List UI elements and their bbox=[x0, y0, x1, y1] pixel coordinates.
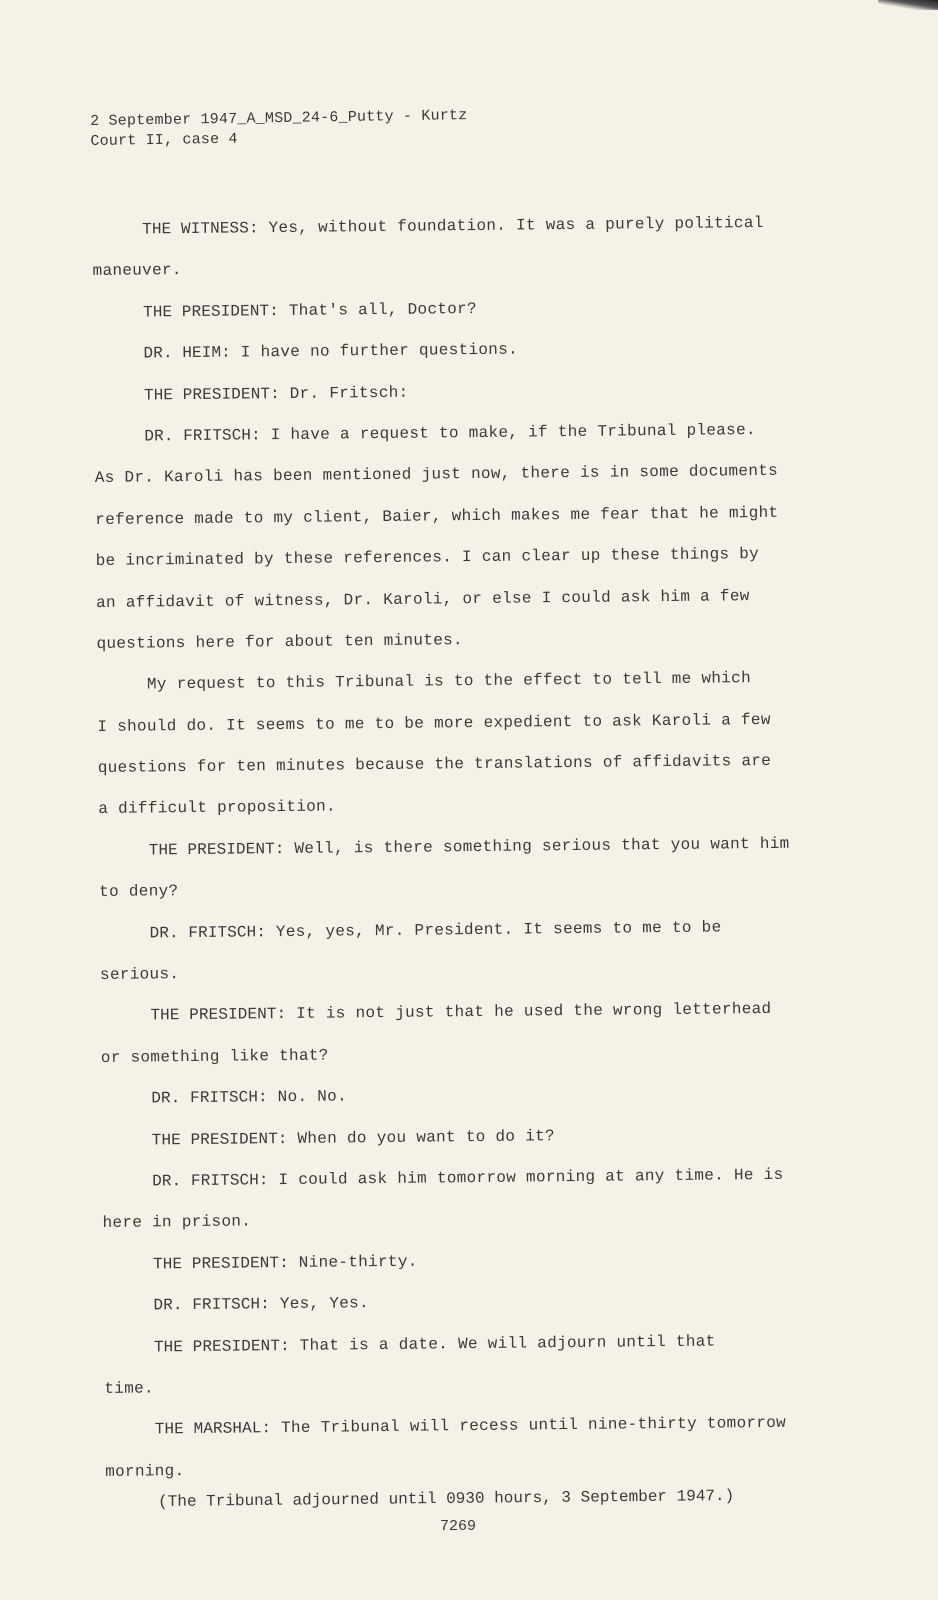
line-text: be incriminated by these references. I can clear up these things by bbox=[95, 545, 760, 571]
transcript-body bbox=[92, 202, 845, 1493]
speaker-label: DR. FRITSCH: bbox=[151, 1088, 268, 1108]
line-text: time. bbox=[104, 1379, 154, 1398]
line-text: I have no further questions. bbox=[230, 340, 519, 362]
speaker-label: DR. FRITSCH: bbox=[149, 922, 267, 943]
line-text: Yes, without foundation. It was a purely political bbox=[258, 213, 764, 238]
transcript-line bbox=[99, 823, 839, 872]
line-text: My request to this Tribunal is to the effect to tell me which bbox=[146, 669, 752, 694]
transcript-line bbox=[96, 575, 836, 624]
corner-mark bbox=[878, 0, 938, 10]
line-text: morning. bbox=[105, 1461, 185, 1481]
transcript-line bbox=[105, 1403, 845, 1452]
transcript-line bbox=[95, 533, 835, 582]
speaker-label: THE PRESIDENT: bbox=[143, 384, 280, 405]
speaker-label: THE PRESIDENT: bbox=[142, 301, 279, 322]
line-text: That's all, Doctor? bbox=[278, 299, 478, 320]
transcript-line bbox=[102, 1154, 842, 1203]
line-text: a difficult proposition. bbox=[98, 797, 336, 819]
document-header bbox=[90, 106, 468, 152]
line-text: As Dr. Karoli has been mentioned just now, there is in some documents bbox=[94, 462, 779, 488]
header-line-1: 2 September 1947_A_MSD_24-6_Putty - Kurtz bbox=[90, 107, 468, 130]
speaker-label: DR. FRITSCH: bbox=[144, 426, 261, 446]
line-text: here in prison. bbox=[102, 1212, 252, 1233]
line-text: Well, is there something serious that you want him bbox=[284, 834, 790, 858]
transcript-line bbox=[97, 658, 837, 707]
line-text: serious. bbox=[99, 965, 180, 984]
speaker-label: THE MARSHAL: bbox=[154, 1419, 272, 1439]
line-text: It is not just that he used the wrong letterhead bbox=[286, 1000, 772, 1024]
transcript-line bbox=[100, 989, 840, 1038]
speaker-label: DR. FRITSCH: bbox=[153, 1295, 270, 1315]
adjournment-note: (The Tribunal adjourned until 0930 hours, 3 September 1947.) bbox=[158, 1486, 735, 1511]
line-text: Yes, Yes. bbox=[269, 1294, 369, 1314]
line-text: questions here for about ten minutes. bbox=[96, 631, 463, 653]
page-number: 7269 bbox=[440, 1518, 477, 1535]
line-text: or something like that? bbox=[100, 1046, 329, 1067]
transcript-line bbox=[95, 451, 835, 500]
line-text: When do you want to do it? bbox=[287, 1126, 555, 1148]
speaker-label: THE PRESIDENT: bbox=[150, 1005, 287, 1025]
line-text: I have a request to make, if the Tribunal please. bbox=[260, 421, 756, 445]
line-text: I could ask him tomorrow morning at any time. He is bbox=[268, 1165, 784, 1190]
line-text: an affidavit of witness, Dr. Karoli, or else I could ask him a few bbox=[96, 586, 750, 612]
line-text: That is a date. We will adjourn until that bbox=[289, 1332, 716, 1355]
line-text: Yes, yes, Mr. President. It seems to me to be bbox=[265, 918, 722, 941]
speaker-label: THE PRESIDENT: bbox=[153, 1336, 290, 1356]
line-text: reference made to my client, Baier, which makes me fear that he might bbox=[95, 503, 779, 529]
speaker-label: THE PRESIDENT: bbox=[152, 1253, 289, 1274]
header-line-2: Court II, case 4 bbox=[90, 130, 238, 150]
speaker-label: THE PRESIDENT: bbox=[148, 839, 285, 860]
line-text: No. No. bbox=[267, 1087, 348, 1107]
speaker-label: DR. FRITSCH: bbox=[152, 1171, 269, 1191]
line-text: maneuver. bbox=[92, 261, 182, 281]
speaker-label: THE PRESIDENT: bbox=[151, 1129, 288, 1150]
speaker-label: THE WITNESS: bbox=[142, 219, 259, 239]
transcript-line bbox=[105, 1444, 845, 1493]
transcript-line bbox=[92, 202, 832, 251]
line-text: The Tribunal will recess until nine-thirty tomorrow bbox=[271, 1414, 787, 1438]
speaker-label: DR. HEIM: bbox=[143, 343, 231, 363]
line-text: Dr. Fritsch: bbox=[279, 383, 409, 403]
line-text: questions for ten minutes because the translations of affidavits are bbox=[97, 751, 772, 778]
line-text: to deny? bbox=[99, 882, 179, 902]
line-text: I should do. It seems to me to be more expedient to ask Karoli a few bbox=[97, 710, 771, 736]
transcript-line bbox=[98, 740, 838, 789]
line-text: Nine-thirty. bbox=[288, 1252, 418, 1272]
